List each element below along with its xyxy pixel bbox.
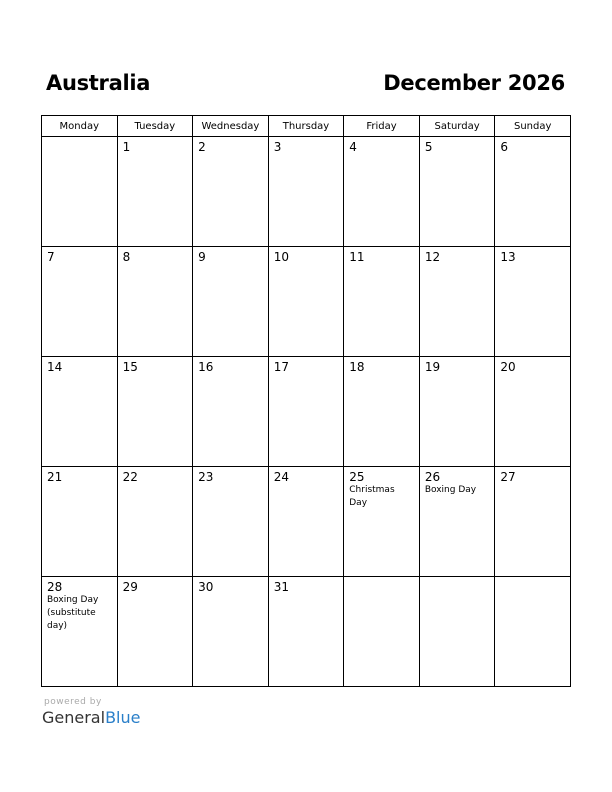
- day-cell: [495, 137, 571, 247]
- day-number: 31: [273, 580, 289, 594]
- day-number: 15: [122, 360, 138, 374]
- day-number: 7: [47, 250, 55, 264]
- generalblue-logo: [42, 708, 140, 727]
- day-cell: [419, 137, 495, 247]
- day-cell: [42, 577, 118, 687]
- day-cell: [344, 577, 420, 687]
- weekday-tuesday: Tuesday: [117, 116, 193, 137]
- weekday-thursday: Thursday: [268, 116, 344, 137]
- day-cell: [117, 577, 193, 687]
- day-cell: [495, 467, 571, 577]
- day-number: 6: [500, 140, 509, 154]
- day-number: 27: [500, 470, 516, 484]
- day-number: 5: [424, 140, 433, 154]
- day-number: 22: [122, 470, 138, 484]
- day-number: [42, 137, 117, 140]
- day-cell: [42, 247, 118, 357]
- day-number: 8: [122, 250, 131, 264]
- day-cell: [344, 357, 420, 467]
- holiday-label: Day: [349, 498, 368, 508]
- country-title: Australia: [46, 71, 151, 95]
- day-number: [420, 577, 495, 580]
- day-cell: [419, 357, 495, 467]
- day-cell: [42, 357, 118, 467]
- day-number: 23: [198, 470, 214, 484]
- day-cell: [193, 577, 269, 687]
- weekday-header-row: [42, 116, 571, 137]
- weekday-sunday: Sunday: [495, 116, 571, 137]
- week-row-3: [42, 357, 571, 467]
- day-number: 4: [349, 140, 357, 154]
- month-year-title: December 2026: [383, 71, 565, 95]
- day-number: 28: [47, 580, 63, 594]
- day-cell: [344, 137, 420, 247]
- week-row-5: [42, 577, 571, 687]
- weekday-wednesday: Wednesday: [193, 116, 269, 137]
- day-number: 29: [122, 580, 138, 594]
- weekday-friday: Friday: [344, 116, 420, 137]
- day-cell: [495, 577, 571, 687]
- day-cell: [268, 357, 344, 467]
- powered-by-text: powered by: [44, 697, 102, 707]
- weekday-saturday: Saturday: [419, 116, 495, 137]
- day-number: 2: [198, 140, 206, 154]
- day-number: 30: [198, 580, 214, 594]
- day-cell: [117, 357, 193, 467]
- holiday-label: Boxing Day: [424, 485, 477, 495]
- weekday-monday: Monday: [42, 116, 118, 137]
- day-cell: [193, 137, 269, 247]
- week-row-1: [42, 137, 571, 247]
- day-number: 18: [349, 360, 365, 374]
- week-row-4: [42, 467, 571, 577]
- day-cell: [42, 467, 118, 577]
- day-number: [344, 577, 419, 580]
- day-number: 20: [500, 360, 516, 374]
- week-row-2: [42, 247, 571, 357]
- day-cell: [117, 467, 193, 577]
- day-number: 3: [273, 140, 282, 154]
- holiday-label: Boxing Day: [47, 595, 99, 605]
- day-number: 21: [47, 470, 63, 484]
- holiday-label: (substitute day): [47, 608, 96, 631]
- day-cell: [344, 247, 420, 357]
- day-cell: [193, 247, 269, 357]
- day-cell: [268, 577, 344, 687]
- day-cell: [117, 137, 193, 247]
- brand-blue: Blue: [105, 708, 141, 727]
- day-cell: [42, 137, 118, 247]
- day-cell: [419, 467, 495, 577]
- holiday-label: Christmas: [349, 485, 395, 495]
- day-number: 17: [273, 360, 289, 374]
- day-cell: [117, 247, 193, 357]
- day-cell: [193, 357, 269, 467]
- day-number: 19: [424, 360, 441, 374]
- day-cell: [193, 467, 269, 577]
- day-cell: [344, 467, 420, 577]
- day-number: 12: [424, 250, 441, 264]
- day-number: [495, 577, 570, 580]
- day-cell: [495, 247, 571, 357]
- day-number: 1: [122, 140, 131, 154]
- day-cell: [268, 247, 344, 357]
- day-cell: [268, 467, 344, 577]
- brand-general: General: [42, 708, 106, 727]
- day-cell: [495, 357, 571, 467]
- day-number: 9: [198, 250, 206, 264]
- day-cell: [268, 137, 344, 247]
- day-number: 10: [273, 250, 289, 264]
- day-number: 14: [47, 360, 63, 374]
- day-number: 24: [273, 470, 289, 484]
- day-number: 13: [500, 250, 516, 264]
- day-cell: [419, 577, 495, 687]
- day-cell: [419, 247, 495, 357]
- day-number: 16: [198, 360, 214, 374]
- calendar-grid: [41, 115, 571, 687]
- day-number: 11: [349, 250, 365, 264]
- day-number: 25: [349, 470, 365, 484]
- day-number: 26: [424, 470, 441, 484]
